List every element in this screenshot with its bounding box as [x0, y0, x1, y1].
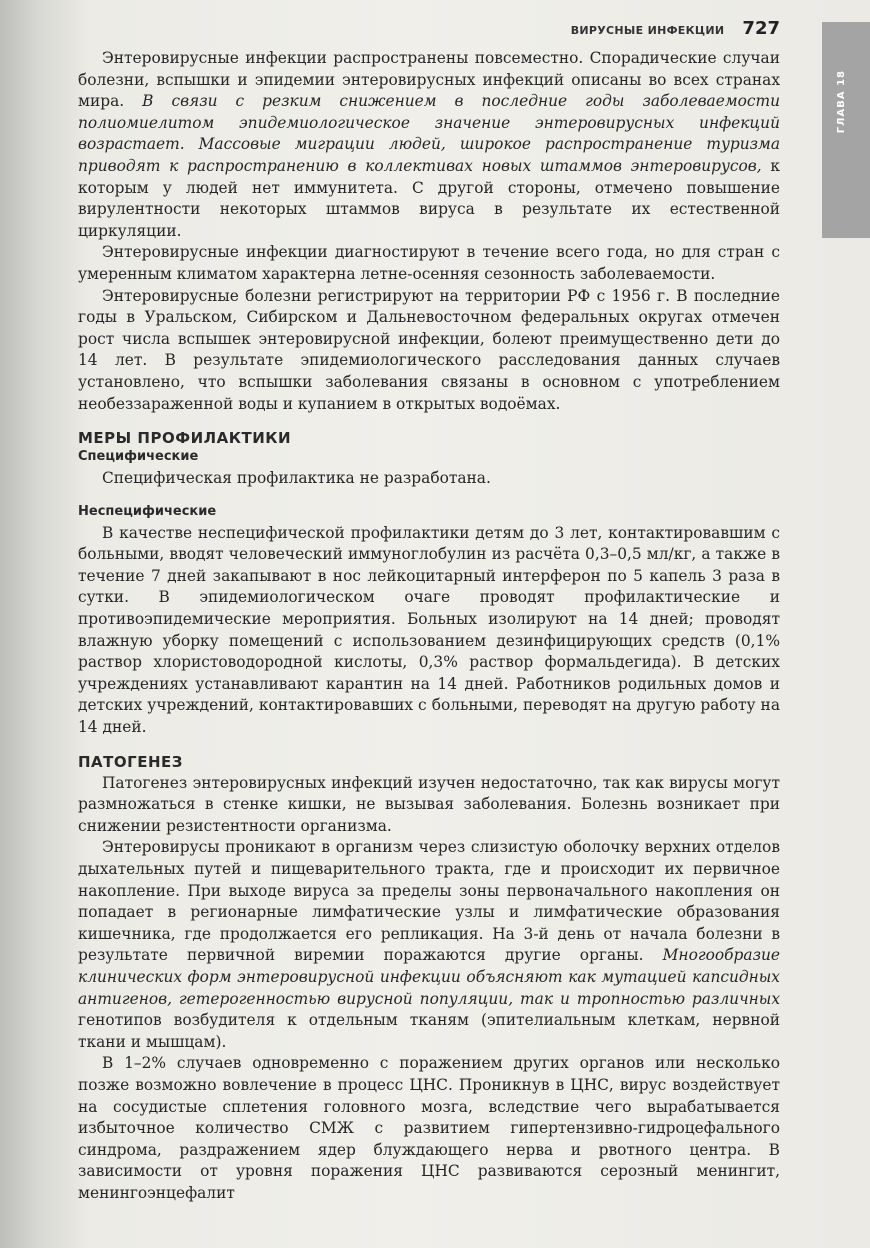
page-body — [78, 48, 780, 1205]
chapter-tab-label: ГЛАВА 18 — [836, 70, 847, 134]
subheading-specific: Специфические — [78, 449, 199, 465]
paragraph-pathogenesis-2-text: Энтеровирусы проникают в организм через слизистую оболочку верхних отделов дыхательных путей и пищеварительного тракта, где и происходит их первичное накопление. При выходе вируса за пределы зоны первоначального накопления он попадает в регионарные лимфатические узлы и лимфатические образования кишечника, где продолжается его репликация. На 3-й день от начала болезни в результате первичной виремии поражаются другие органы. — [78, 838, 780, 965]
paragraph-pathogenesis-2-italic: Многообразие клинических форм энтеровирусной инфекции объясняют как мутацией капсидных антигенов, гетерогенностью вирусной популяции, так и тропностью различных — [78, 946, 780, 1008]
subheading-nonspecific: Неспецифические — [78, 503, 217, 519]
chapter-tab — [822, 22, 870, 238]
paragraph-spread-text: Энтеровирусные инфекции распространены повсеместно. Спорадические случаи болезни, вспышки и эпидемии энтеровирусных инфекций описаны во всех странах мира. — [78, 49, 780, 111]
paragraph-nonspecific: В качестве неспецифической профилактики детям до 3 лет, контактировавшим с больными, вводят человеческий иммуноглобулин из расчёта 0,3–0,5 мл/кг, а также в течение 7 дней закапывают в нос лейкоцитарный интерферон по 5 капель 3 раза в сутки. В эпидемиологическом очаге проводят профилактические и противоэпидемические мероприятия. Больных изолируют на 14 дней; проводят влажную уборку помещений с использованием дезинфицирующих средств (0,1% раствор хлористоводородной кислоты, 0,3% раствор формальдегида). В детских учреждениях устанавливают карантин на 14 дней. Работников родильных домов и детских учреждений, контактировавших с больными, переводят на другую работу на 14 дней. — [78, 523, 780, 737]
paragraph-spread-italic: В связи с резким снижением в последние годы заболеваемости полиомиелитом эпидемиологическое значение энтеровирусных инфекций возрастает. Массовые миграции людей, широкое распространение туризма приводят к распространению в коллективах новых штаммов энтеровирусов, — [78, 92, 780, 175]
running-title: ВИРУСНЫЕ ИНФЕКЦИИ — [570, 24, 725, 37]
paragraph-russia: Энтеровирусные болезни регистрируют на территории РФ с 1956 г. В последние годы в Уральском, Сибирском и Дальневосточном федеральных округах отмечен рост числа вспышек энтеровирусной инфекции, болеют преимущественно дети до 14 лет. В результате эпидемиологического расследования данных случаев установлено, что вспышки заболевания связаны в основном с употреблением необеззараженной воды и купанием в открытых водоёмах. — [78, 286, 780, 413]
paragraph-pathogenesis-2-end: генотипов возбудителя к отдельным тканям (эпителиальным клеткам, нервной ткани и мышцам). — [78, 1011, 780, 1051]
paragraph-specific: Специфическая профилактика не разработана. — [102, 469, 491, 488]
paragraph-pathogenesis-2 — [78, 837, 780, 1053]
page-number: 727 — [742, 18, 780, 39]
page-header — [560, 18, 780, 42]
paragraph-spread — [78, 48, 780, 242]
section-heading-prevention: МЕРЫ ПРОФИЛАКТИКИ — [78, 429, 292, 448]
paragraph-pathogenesis-3: В 1–2% случаев одновременно с поражением других органов или несколько позже возможно вовлечение в процесс ЦНС. Проникнув в ЦНС, вирус воздействует на сосудистые сплетения головного мозга, вследствие чего вырабатывается избыточное количество СМЖ с развитием гипертензивно-гидроцефального синдрома, раздражением ядер блуждающего нерва и рвотного центра. В зависимости от уровня поражения ЦНС развиваются серозный менингит, менингоэнцефалит — [78, 1054, 780, 1202]
paragraph-spread-end: к которым у людей нет иммунитета. С другой стороны, отмечено повышение вирулентности некоторых штаммов вируса в результате их естественной циркуляции. — [78, 156, 780, 240]
section-heading-pathogenesis: ПАТОГЕНЕЗ — [78, 752, 183, 771]
paragraph-pathogenesis-1: Патогенез энтеровирусных инфекций изучен недостаточно, так как вирусы могут размножаться в стенке кишки, не вызывая заболевания. Болезнь возникает при снижении резистентности организма. — [78, 773, 780, 835]
paragraph-seasonality: Энтеровирусные инфекции диагностируют в течение всего года, но для стран с умеренным климатом характерна летне-осенняя сезонность заболеваемости. — [78, 243, 780, 283]
